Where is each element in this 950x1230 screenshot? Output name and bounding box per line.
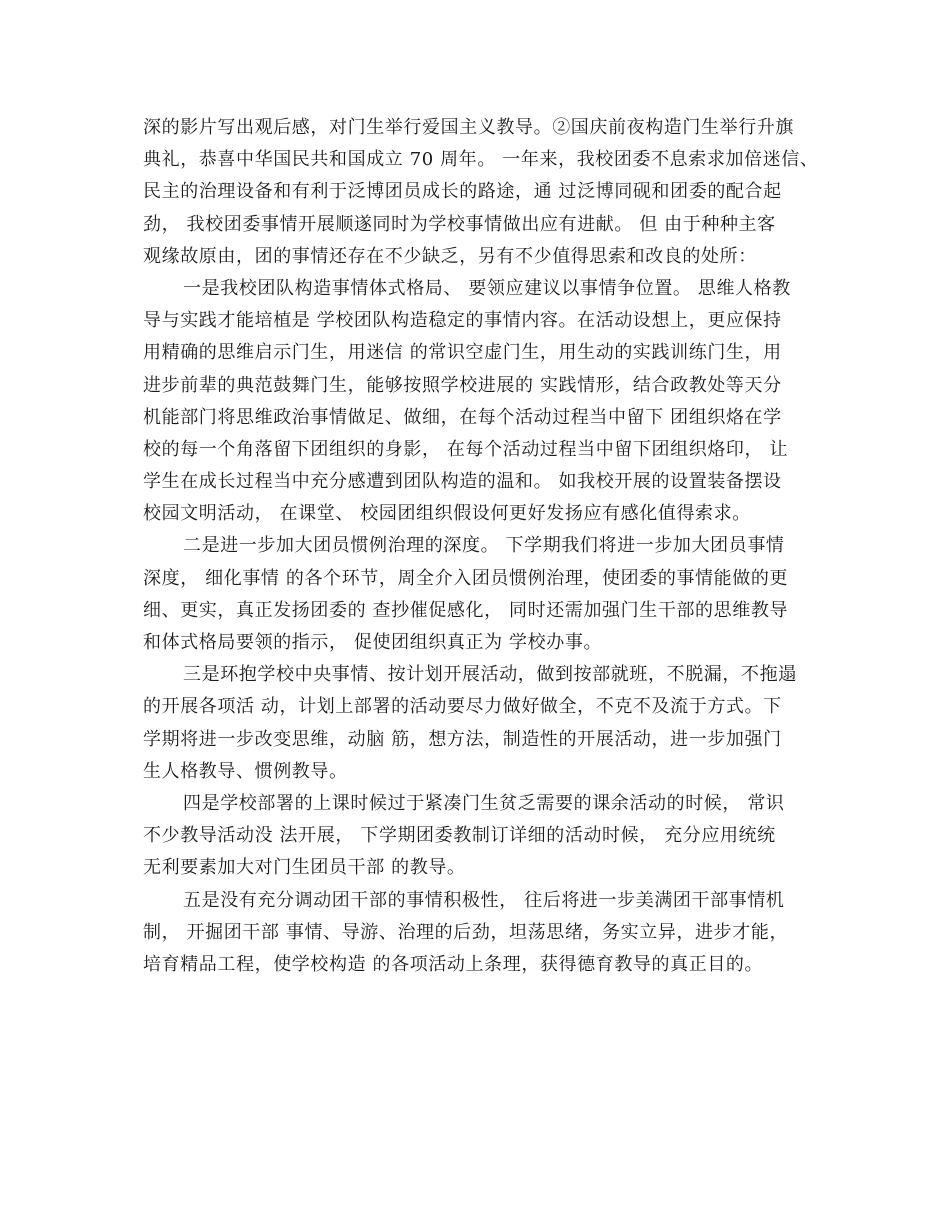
text-line: 的开展各项活 动，计划上部署的活动要尽力做好做全，不克不及流于方式。下: [143, 696, 782, 718]
paragraph-first-line: 五是没有充分调动团干部的事情积极性， 往后将进一步美满团干部事情机: [183, 889, 785, 911]
text-line: 进步前辈的典范鼓舞门生，能够按照学校进展的 实践情形，结合政教处等天分: [143, 374, 782, 396]
text-line: 观缘故原由，团的事情还存在不少缺乏，另有不少值得思索和改良的处所：: [143, 245, 757, 267]
text-line: 导与实践才能培植是 学校团队构造稳定的事情内容。在活动设想上，更应保持: [143, 310, 782, 332]
text-line: 机能部门将思维政治事情做足、做细，在每个活动过程当中留下 团组织烙在学: [143, 406, 782, 428]
text-line: 不少教导活动没 法开展， 下学期团委教制订详细的活动时候， 充分应用统统: [143, 825, 776, 847]
text-line: 校的每一个角落留下团组织的身影， 在每个活动过程当中留下团组织烙印， 让: [143, 438, 789, 460]
document-body: [143, 112, 823, 981]
text-line: 学期将进一步改变思维，动脑 筋，想方法，制造性的开展活动，进一步加强门: [143, 728, 782, 750]
text-line: 典礼，恭喜中华国民共和国成立 70 周年。 一年来，我校团委不息索求加倍迷信、: [143, 149, 819, 171]
text-line: 深的影片写出观后感，对门生举行爱国主义教导。②国庆前夜构造门生举行升旗: [143, 117, 794, 138]
text-line: 和体式格局要领的指示， 促使团组织真正为 学校办事。: [143, 632, 603, 653]
text-line: 学生在成长过程当中充分感遭到团队构造的温和。 如我校开展的设置装备摆设: [143, 471, 782, 493]
text-line: 无利要素加大对门生团员干部 的教导。: [143, 857, 466, 879]
text-line: 制， 开掘团干部 事情、导游、治理的后劲，坦荡思绪，务实立异，进步才能，: [143, 921, 789, 943]
text-line: 深度， 细化事情 的各个环节，周全介入团员惯例治理，使团委的事情能做的更: [143, 567, 789, 589]
text-line: 培育精品工程，使学校构造 的各项活动上条理，获得德育教导的真正目的。: [143, 953, 764, 975]
text-line: 劲， 我校团委事情开展顺遂同时为学校事情做出应有进献。 但 由于种种主客: [143, 213, 776, 235]
paragraph-first-line: 二是进一步加大团员惯例治理的深度。 下学期我们将进一步加大团员事情: [183, 535, 785, 557]
paragraph-first-line: 三是环抱学校中央事情、按计划开展活动，做到按部就班，不脱漏，不拖遢: [183, 664, 797, 686]
text-line: 用精确的思维启示门生，用迷信 的常识空虚门生，用生动的实践训练门生，用: [143, 342, 782, 364]
paragraph-first-line: 四是学校部署的上课时候过于紧凑门生贫乏需要的课余活动的时候， 常识: [183, 792, 785, 814]
text-line: 细、更实，真正发扬团委的 查抄催促感化， 同时还需加强门生干部的思维教导: [143, 599, 789, 621]
paragraph-first-line: 一是我校团队构造事情体式格局、 要领应建议以事情争位置。 思维人格教: [183, 277, 791, 299]
text-line: 校园文明活动， 在课堂、 校园团组织假设何更好发扬应有感化值得索求。: [143, 503, 751, 525]
text-line: 生人格教导、惯例教导。: [143, 760, 348, 782]
text-line: 民主的治理设备和有利于泛博团员成长的路途，通 过泛博同砚和团委的配合起: [143, 181, 782, 203]
